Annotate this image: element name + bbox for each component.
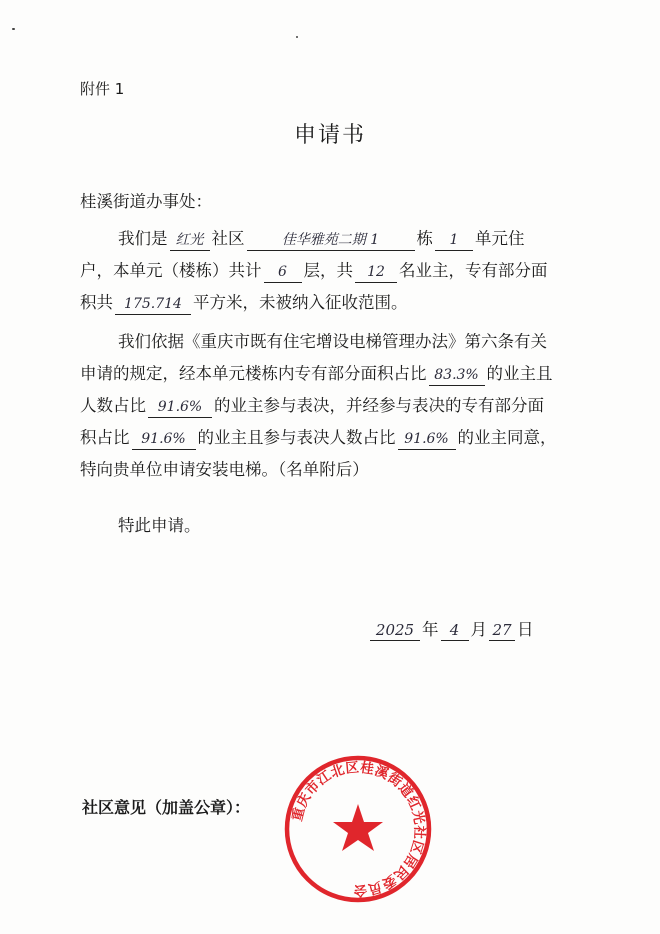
- paragraph-1-line-1: [118, 223, 525, 255]
- addressee: 桂溪街道办事处：: [80, 192, 212, 211]
- day-label: 日: [517, 620, 534, 639]
- year-label: 年: [422, 620, 439, 639]
- document-title: 申请书: [293, 123, 366, 148]
- handwritten-vote-people-ratio: 91.6%: [398, 429, 456, 450]
- text-fragment: 平方米，未被纳入征收范围。: [193, 293, 408, 312]
- text-fragment: 申请的规定，经本单元楼栋内专有部分面积占比: [80, 364, 427, 383]
- text-fragment: 我们是: [118, 229, 168, 248]
- handwritten-estate: 佳华雅苑二期 1: [247, 230, 415, 251]
- paragraph-1-line-2: [80, 255, 548, 287]
- community-opinion-label: 社区意见（加盖公章）：: [82, 798, 251, 817]
- paragraph-2-line-2: [80, 358, 553, 390]
- handwritten-day: 27: [489, 620, 515, 641]
- paragraph-1-line-3: [80, 287, 408, 319]
- paragraph-2-line-3: [80, 390, 544, 422]
- text-fragment: 的业主且参与表决人数占比: [197, 428, 396, 447]
- paragraph-2-line-4: [80, 422, 557, 454]
- scan-speck: [12, 28, 15, 30]
- text-fragment: 户，本单元（楼栋）共计: [80, 261, 262, 280]
- text-fragment: 的业主同意，: [457, 428, 557, 447]
- attachment-label: 附件 1: [80, 80, 125, 98]
- text-fragment: 单元住: [475, 229, 525, 248]
- handwritten-area: 175.714: [115, 294, 191, 315]
- text-fragment: 的业主且: [486, 364, 553, 383]
- scan-speck: [296, 36, 298, 38]
- text-fragment: 名业主，专有部分面: [399, 261, 548, 280]
- paragraph-2-line-5: 特向贵单位申请安装电梯。（名单附后）: [80, 460, 369, 479]
- text-fragment: 积共: [80, 293, 113, 312]
- closing-text: 特此申请。: [118, 516, 201, 535]
- paragraph-2-line-1: 我们依据《重庆市既有住宅增设电梯管理办法》第六条有关: [118, 332, 547, 351]
- star-icon: [333, 804, 383, 851]
- text-fragment: 积占比: [80, 428, 130, 447]
- handwritten-year: 2025: [370, 620, 420, 641]
- handwritten-people-ratio: 91.6%: [148, 397, 212, 418]
- text-fragment: 人数占比: [80, 396, 146, 415]
- month-label: 月: [470, 620, 487, 639]
- handwritten-area-ratio: 83.3%: [429, 365, 485, 386]
- handwritten-building-unit: 1: [435, 230, 473, 251]
- seal-text-path: 重庆市江北区桂溪街道红光社区居民委员会: [289, 759, 428, 899]
- text-fragment: 的业主参与表决，并经参与表决的专有部分面: [214, 396, 544, 415]
- handwritten-floors: 6: [264, 262, 302, 283]
- text-fragment: 栋: [416, 229, 433, 248]
- seal-graphic: [283, 754, 433, 904]
- date-line: [368, 616, 534, 641]
- text-fragment: 层，共: [303, 261, 353, 280]
- handwritten-owners: 12: [355, 262, 397, 283]
- official-seal: [283, 754, 433, 904]
- text-fragment: 社区: [211, 229, 245, 248]
- handwritten-vote-area-ratio: 91.6%: [132, 429, 196, 450]
- handwritten-community: 红光: [170, 230, 210, 251]
- handwritten-month: 4: [441, 620, 469, 641]
